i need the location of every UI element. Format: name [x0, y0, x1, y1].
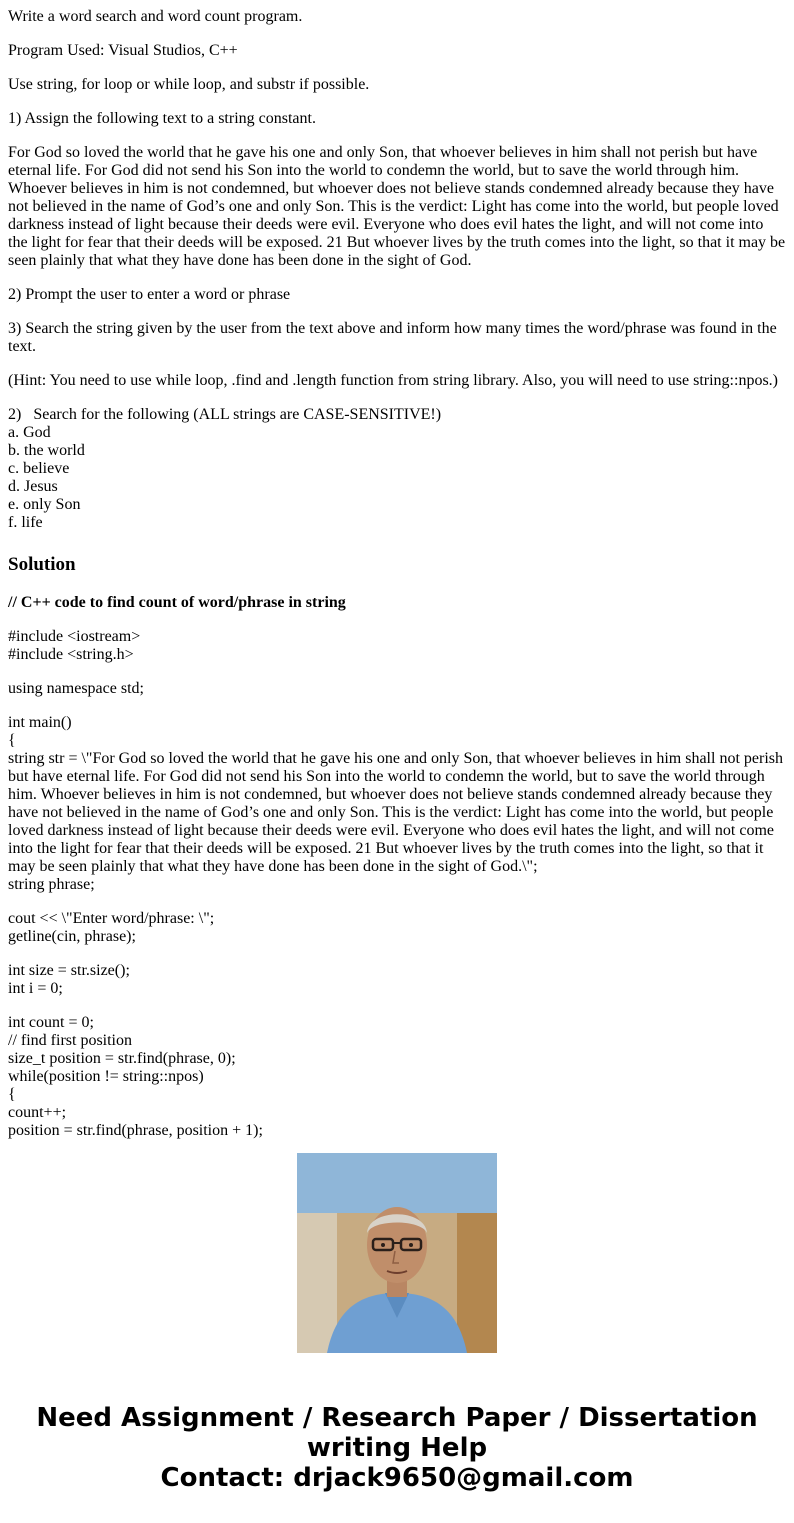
code-line: string str = \"For God so loved the world that he gave his one and only Son, that whoever believes in him shall not perish but have eternal life. For God did not send his Son into the world to condemn the world, but to save the world through him. Whoever believes in him is not condemned, but whoever does not believe stands condemned already because they have not believed in the name of God’s one and only Son. This is the verdict: Light has come into the world, but people loved darkness instead of light because their deeds were evil. Everyone who does evil hates the light, and will not come into the light for fear that their deeds will be exposed. 21 But whoever lives by the truth comes into the light, so that it may be seen plainly that what they have done has been done in the sight of God.\";	[8, 750, 787, 875]
search-item: a. God	[8, 424, 51, 441]
code-loop-block	[8, 1014, 786, 1140]
search-item: e. only Son	[8, 496, 81, 513]
code-namespace	[8, 680, 786, 698]
search-item: d. Jesus	[8, 478, 58, 495]
avatar	[297, 1153, 497, 1353]
promo-contact: Contact: drjack9650@gmail.com	[160, 1463, 634, 1493]
code-line: {	[8, 732, 16, 749]
code-line: int main()	[8, 714, 72, 731]
article-content	[8, 0, 787, 1139]
intro-text: Write a word search and word count program.	[8, 8, 303, 25]
search-item: b. the world	[8, 442, 85, 459]
code-line: cout << \"Enter word/phrase: \";	[8, 910, 215, 927]
promo-line: Need Assignment / Research Paper / Dissertation	[36, 1403, 758, 1433]
code-io-block	[8, 910, 786, 946]
search-list	[8, 406, 786, 532]
code-line: // find first position	[8, 1032, 132, 1049]
search-heading: 2) Search for the following (ALL strings are CASE-SENSITIVE!)	[8, 406, 442, 423]
step-1-text: 1) Assign the following text to a string constant.	[8, 110, 316, 127]
person-portrait-icon	[297, 1153, 497, 1353]
program-used-text: Program Used: Visual Studios, C++	[8, 42, 238, 59]
code-title: // C++ code to find count of word/phrase in string	[8, 594, 346, 611]
code-size-block	[8, 962, 786, 998]
usage-text: Use string, for loop or while loop, and substr if possible.	[8, 76, 370, 93]
code-line: using namespace std;	[8, 680, 144, 697]
code-line: size_t position = str.find(phrase, 0);	[8, 1050, 236, 1067]
promo-line: writing Help	[306, 1433, 488, 1463]
code-line: int size = str.size();	[8, 962, 130, 979]
code-line: while(position != string::npos)	[8, 1068, 204, 1085]
hint-text: (Hint: You need to use while loop, .find and .length function from string library. Also, you will need to use string::npos.)	[8, 372, 778, 389]
promo-banner	[0, 1403, 794, 1493]
passage-text: For God so loved the world that he gave his one and only Son, that whoever believes in him shall not perish but have eternal life. For God did not send his Son into the world to condemn the world, but to save the world through him. Whoever believes in him is not condemned, but whoever does not believe stands condemned already because they have not believed in the name of God’s one and only Son. This is the verdict: Light has come into the world, but people loved darkness instead of light because their deeds were evil. Everyone who does evil hates the light, and will not come into the light for fear that their deeds will be exposed. 21 But whoever lives by the truth comes into the light, so that it may be seen plainly that what they have done has been done in the sight of God.	[8, 144, 786, 269]
code-line: count++;	[8, 1104, 67, 1121]
code-line: {	[8, 1086, 16, 1103]
code-line: string phrase;	[8, 876, 95, 893]
code-line: int i = 0;	[8, 980, 63, 997]
search-item: f. life	[8, 514, 43, 531]
code-line: position = str.find(phrase, position + 1);	[8, 1122, 263, 1139]
search-item: c. believe	[8, 460, 70, 477]
code-line: getline(cin, phrase);	[8, 928, 136, 945]
step-2-text: 2) Prompt the user to enter a word or phrase	[8, 286, 291, 303]
code-line: int count = 0;	[8, 1014, 94, 1031]
code-line: #include <string.h>	[8, 646, 134, 663]
code-main-block	[8, 714, 786, 894]
solution-heading: Solution	[8, 554, 76, 575]
step-3-text: 3) Search the string given by the user from the text above and inform how many times the word/phrase was found in the text.	[8, 320, 777, 355]
code-includes	[8, 628, 786, 664]
code-line: #include <iostream>	[8, 628, 141, 645]
